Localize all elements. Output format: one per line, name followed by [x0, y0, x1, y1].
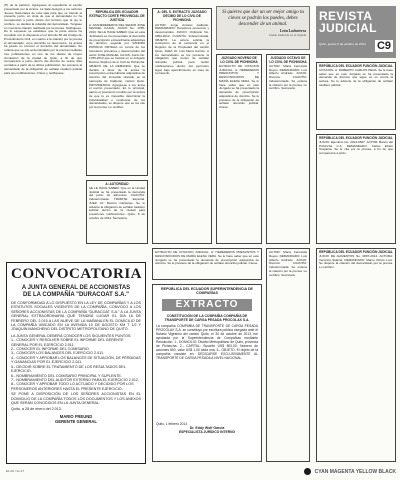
convocatoria-signer: MARIO FREUND [59, 413, 93, 419]
col5-notice-body: ACTOR: María Fernanda Reyes. DEMANDADO: Luis Alberto Andrade. JUICIO: Divorcio. CUANTÍA: Indeterminada. Se ordena la citación por la prensa. Lo certifico. Secretario. [269, 64, 307, 91]
extracto-header: REPÚBLICA DEL ECUADOR SUPERINTENDENCIA DE COMPAÑÍAS [161, 287, 253, 296]
col3-notice-head: A: DEL S. EXTRACTO JUZGADO DÉCIMO DE LO CIVIL DE PICHINCHA [157, 10, 207, 22]
banner-author-note: Citado traducido en el original [268, 33, 306, 37]
col4-notice-body: EXTRACTO DE CITACIÓN JUDICIAL. A: HEREDEROS PRESUNTOS Y DESCONOCIDOS DE MARÍA ELENA VERA. Se le hace saber que en este Juzgado se ha presentado la demanda de prescripción adquisitiva de dominio. Se le previene de la obligación de señalar domicilio judicial. Cítese. [219, 64, 259, 110]
col2-notice-body: A: AFAHEREDEROS DEL SEÑOR JOSE MANUEL CAJAS, JUICIO No. 1785-2013. SE LE HACE SABER: Que en esta Judicatura se ha presentado la demanda de prescripción extraordinaria adquisitiva de dominio, seguida por SANDRA PATRICIA ORTEGA en contra de los herederos presuntos y desconocidos del señor JOSE MANUEL CAJAS. Juicio No. 1785-2013 que se tramita en el Juzgado Décimo Séptimo de lo Civil de Pichincha. OBJETO DE LA DEMANDA: Que se declare a favor de la actora la prescripción extraordinaria adquisitiva de dominio del inmueble ubicado en la parroquia de Calderón, cantón Quito. PROVIDENCIA: Agréguese a los autos el escrito presentado. En lo principal, atento el juramento rendido por la actora de que le es imposible determinar la individualidad o residencia de los demandados, se dispone que se los cite por la prensa. Lo certifico. [89, 23, 145, 110]
extracto-title: EXTRACTO [162, 299, 252, 311]
col4-notice-box [216, 54, 262, 244]
col2-notice-head-2: A: AUTORIDAD [105, 182, 129, 186]
lower-notice-body: ACTOR: María Fernanda Reyes. DEMANDADO: Luis Alberto Andrade. JUICIO: Divorcio. CUANTÍA: Indeterminada. Se ordena la citación por la prensa. Lo certifico. Secretario. [269, 251, 307, 277]
extracto-signer: Dr. Eddy Wolf García [189, 426, 225, 431]
masthead-page: C9 [376, 40, 391, 52]
col2-notice-box [86, 8, 148, 176]
right-notice-1 [316, 62, 396, 130]
extracto-body: La compañía COMPAÑÍA DE TRANSPORTE DE CARGA PESADA PROCOLAX S.A. se constituyó por escritura pública otorgada ante el Notario Vigésimo del cantón Quito, el 30 de octubre de 2013, fue aprobada por la Superintendencia de Compañías mediante Resolución. 1.- DOMICILIO: Distrito Metropolitano de Quito, provincia de Pichincha. 2.- CAPITAL: Suscrito US$ 800,00. Número de acciones 800, valor US$ 1,00 cada una. 3.- OBJETO: El objeto de la compañía consiste en: DEDICARSE EXCLUSIVAMENTE AL TRANSPORTE DE CARGA PESADA A NIVEL NACIONAL. [156, 324, 258, 361]
cmyk-registration [290, 467, 396, 477]
convocatoria-agenda-intro: LA JUNTA GENERAL DEBERÁ CONOCER LOS SIGUIENTES PUNTOS: [11, 333, 132, 338]
agenda-item: 6.- NOMBRAMIENTO DEL COMISARIO PRINCIPAL Y SUPLENTE. [11, 373, 122, 378]
right-notice-1-head: REPÚBLICA DEL ECUADOR FUNCIÓN JUDICIAL [319, 64, 393, 68]
agenda-item: 8.- CONOCER Y APROBAR TODO LO ACTUADO Y DECIDIDO POR LOS PERSONEROS ANTERIORES HASTA EL PRESENTE EJERCICIO. [11, 382, 134, 391]
convocatoria-subtitle-2: DE LA COMPAÑÍA "DURACOAT S.A." [22, 292, 130, 298]
banner-quote: Si quieres que dar un ser mejor amigo tu cieves se podrán los puedes, debes descender de un animal. [222, 10, 304, 27]
right-notice-3 [316, 248, 396, 462]
col3-notice-body: ACTOR: Jorge Antonio Gallardo. DEMANDADO: Herederos presuntos y desconocidos. JUICIO: Ordinario No. 0952-2012. CUANTÍA: Indeterminada. OBJETO: La actora solicita la inscripción de la sentencia en el Registro de la Propiedad del cantón Quito. JUEZ: Dr. Luis Mena Carrión. A los demandados se les previene la obligación que tienen de señalar domicilio judicial para recibir notificaciones dentro del perímetro legal, bajo apercibimiento en caso de no hacerlo. [155, 23, 209, 76]
right-notice-2-body: JUICIO: Ejecutivo No. 2014-0567. ACTOR: Banco del Pichincha C.A. DEMANDADO: Carlos Efraín Toapanta. Se le cita por la prensa, a fin de que comparezca a juicio. [319, 140, 393, 156]
lower-notice-box [266, 248, 310, 462]
col2-notice-body-2: SE LE HACE SABER: Que en la Unidad Judicial se ha presentado la demanda del juicio de alimentos. CUANTÍA: Indeterminada. TRÁMITE: Especial. JUEZ: Dr. Ramiro Cárdenas. Se le advierte la obligación de señalar casillero judicial dentro de la ciudad para posteriores notificaciones. Quito, 8 de octubre de 2014. Secretaría. [89, 186, 145, 220]
convocatoria-agenda [11, 338, 141, 391]
col1-text: (H) de la petición. Agréguese al expediente el escrito presentado por la Actora. La Sala designó a los señores Jueces Nacionales de esta sala para que se tramite el presente juicio, en vista de que el demandado no ha comparecido a juicio dentro del término que la ley le confiere, se declara la rebeldía del demandado. Téngase en cuenta la citación realizada por la prensa. Notifíquese. De lo expuesto se establece que la parte actora ha cumplido con lo dispuesto en el artículo 82 del Código de Procedimiento Civil, en cuanto a la citación por la prensa al demandado, cuyo domicilio se desconoce. La actora ha jurado no conocer el domicilio del demandado. Se ordena que se cite al demandado por la prensa mediante tres publicaciones en uno de los diarios de mayor circulación de la ciudad de Quito, a fin de que comparezca a juicio dentro del término de veinte días contados a partir de la última publicación. Se previene al demandado de la obligación de señalar casillero judicial para sus notificaciones. Cítese y notifíquese. [4, 4, 82, 75]
mid-notice-body: EXTRACTO DE CITACIÓN JUDICIAL. A: HEREDEROS PRESUNTOS Y DESCONOCIDOS DE MARÍA ELENA VERA. Se le hace saber que en este Juzgado se ha presentado la demanda de prescripción adquisitiva de dominio. Se le previene de la obligación de señalar domicilio judicial. Cítese. [155, 251, 259, 266]
convocatoria-date: Quito, a 28 de enero del 2.013. [11, 407, 62, 412]
right-notice-2-head: REPÚBLICA DEL ECUADOR FUNCIÓN JUDICIAL [319, 136, 393, 140]
right-notice-3-head: REPÚBLICA DEL ECUADOR FUNCIÓN JUDICIAL [319, 250, 393, 254]
masthead [316, 6, 396, 58]
agenda-item: 4.- CONOCER Y APROBAR LOS BALANCES DE SITUACIÓN, DE PÉRDIDAS Y GANANCIAS POR EL EJERCICIO 2.011. [11, 355, 141, 365]
col5-notice-box [266, 54, 310, 244]
banner-author: León Lachoterra [279, 29, 306, 33]
convocatoria-subtitle-1: A JUNTA GENERAL DE ACCIONISTAS [21, 285, 131, 291]
agenda-item: 1.- CONOCER Y RESOLVER SOBRE EL INFORME DEL GERENTE GENERAL POR EL EJERCICIO 2.011. [11, 338, 124, 347]
agenda-item: 5.- DECIDIR SOBRE EL TRATAMIENTO DE LOS RESULTADOS DEL EJERCICIO. [11, 364, 126, 374]
col5-notice-head: JUZGADO OCTAVO DE LO CIVIL DE PICHINCHA [269, 56, 307, 64]
extracto-subhead: CONSTITUCIÓN DE LA COMPAÑÍA COMPAÑÍA DE TRANSPORTE DE CARGA PESADA PROCOLAX S.A. [164, 313, 250, 323]
convocatoria-box [6, 262, 146, 464]
agenda-item: 7.- NOMBRAMIENTO DEL AUDITOR EXTERNO PARA EL EJERCICIO 2.012. [11, 377, 139, 382]
convocatoria-title: CONVOCATORIA [11, 266, 142, 282]
extracto-box [152, 284, 262, 462]
cmyk-label: CYAN MAGENTA YELLOW BLACK [314, 469, 396, 475]
masthead-date: Quito, jueves 9 de octubre de 2014 [319, 42, 366, 46]
agenda-item: 2.- CONOCER EL INFORME DEL COMISARIO. [11, 347, 90, 352]
banner-quote-box [216, 6, 310, 50]
extracto-date: Quito, 1 febrero 2014 [156, 422, 188, 427]
convocatoria-body: DE CONFORMIDAD A LO DISPUESTO EN LA LEY DE COMPAÑÍAS Y A LOS ESTATUTOS SOCIALES VIGENTES DE LA COMPAÑÍA, CONVOCO A LOS SEÑORES ACCIONISTAS DE LA COMPAÑÍA "DURACOAT S.A." A LA JUNTA GENERAL EXTRAORDINARIA QUE TENDRÁ LUGAR EL DÍA 16 DE FEBRERO DEL 2.015 A LAS NUEVE DE LA MAÑANA EN EL DOMICILIO DE LA COMPAÑÍA UBICADO EN LA AVENIDA 10 DE AGOSTO KM 7 1/2 Y JOAQUÍN MANCHENO DEL DISTRITO METROPOLITANO DE QUITO. [11, 301, 141, 332]
convocatoria-note: SE PONE A DISPOSICIÓN DE LOS SEÑORES ACCIONISTAS EN EL DOMICILIO DE LA COMPAÑÍA TODOS LOS DOCUMENTOS Y LOS ANEXOS QUE SERÁN CONOCIDOS EN LA JUNTA GENERAL. [11, 392, 141, 405]
col3-notice-box [152, 8, 212, 244]
extracto-signer-title: ESPECIALISTA JURÍDICO INTERNO [178, 430, 236, 435]
right-notice-1-body: CITACIÓN. A: ROBERTO CARLOS PEÑA. Se le hace saber que en este Juzgado se ha presentado la demanda de divorcio que sigue en su contra la señora. Se le advierte de la obligación de señalar casillero judicial. [319, 68, 393, 87]
agenda-item: 3.- CONOCER LOS BALANCES DEL EJERCICIO 2.011. [11, 351, 105, 356]
registration-mark-icon [304, 468, 311, 475]
mid-notice-box [152, 248, 262, 280]
convocatoria-signer-title: GERENTE GENERAL [55, 418, 97, 424]
right-notice-2 [316, 134, 396, 244]
masthead-title: REVISTA JUDICIAL [319, 9, 377, 35]
right-notice-3-body: JUICIO DE ALIMENTOS No. 0897-2014. ACTORA: Verónica Salazar. DEMANDADO: Marco Vinicio Loor. Se dispone la citación del demandado por la prensa. Lo certifico. [319, 254, 393, 270]
footer-code: E1-00 / 21-17 [6, 469, 25, 473]
col4-notice-head: JUZGADO NOVENO DE LO CIVIL DE PICHINCHA [220, 56, 258, 64]
col2-notice-head: REPÚBLICA DEL ECUADOR EXTRACTO CORTE PROVINCIAL DE JUSTICIA [89, 10, 145, 22]
col2-notice-box-2 [86, 180, 148, 244]
